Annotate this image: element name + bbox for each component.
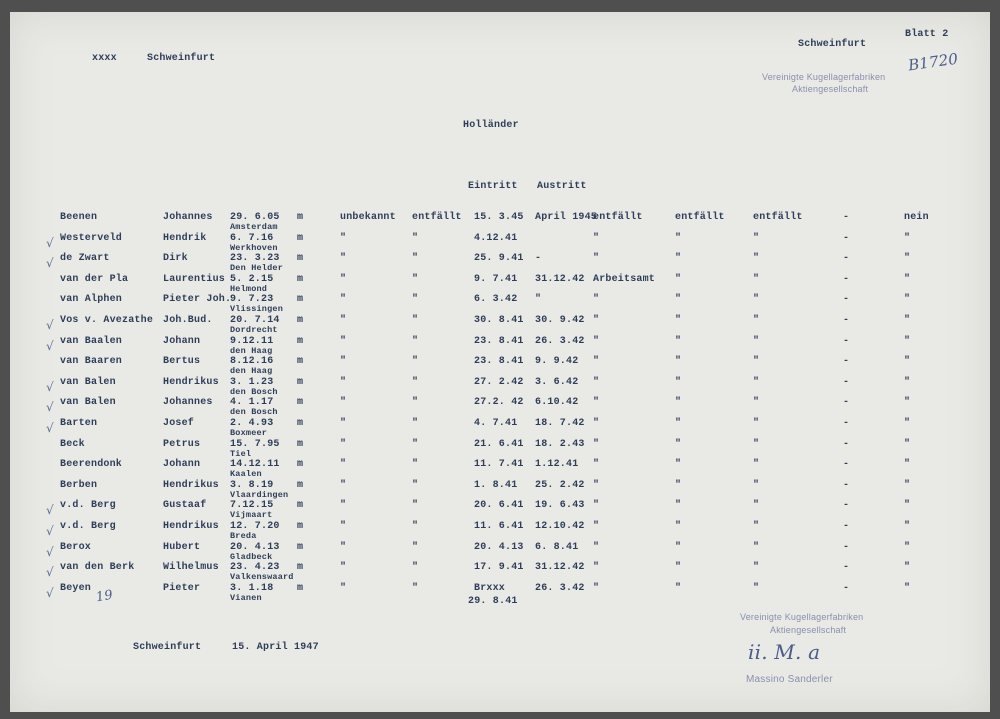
row-15-c6: - <box>843 521 850 532</box>
row-17-check: √ <box>46 565 54 580</box>
row-4-c2: " <box>412 294 419 306</box>
row-0-birth: 29. 6.05 <box>230 212 280 223</box>
row-12-c4: " <box>675 459 682 471</box>
row-4-exit: " <box>535 294 542 306</box>
row-17-c5: " <box>753 562 760 574</box>
row-18-c3: " <box>593 582 600 594</box>
row-7-birthplace: den Haag <box>230 366 273 377</box>
row-12-surname: Beerendonk <box>60 459 123 471</box>
row-5-c6: - <box>843 315 850 326</box>
row-17-c3: " <box>593 562 600 574</box>
row-10-c4: " <box>675 418 682 429</box>
row-9-sex: m <box>297 397 304 409</box>
row-14-entry: 20. 6.41 <box>474 500 524 512</box>
footer-city: Schweinfurt <box>133 642 202 653</box>
row-5-c1: " <box>340 315 347 326</box>
row-5-surname: Vos v. Avezathe <box>60 315 154 326</box>
row-1-c6: - <box>843 232 850 244</box>
row-7-birth: 8.12.16 <box>230 356 274 368</box>
column-header-eintritt: Eintritt <box>468 181 518 192</box>
row-9-birth: 4. 1.17 <box>230 397 274 409</box>
row-16-exit: 6. 8.41 <box>535 541 579 553</box>
row-6-given: Johann <box>163 335 201 347</box>
row-15-c7: " <box>904 521 911 532</box>
row-12-c7: " <box>904 459 911 471</box>
row-16-c5: " <box>753 541 760 553</box>
row-8-c6: - <box>843 376 850 388</box>
row-13-c3: " <box>593 479 600 491</box>
row-12-birth: 14.12.11 <box>230 459 280 471</box>
row-11-surname: Beck <box>60 438 85 450</box>
row-11-birth: 15. 7.95 <box>230 438 280 450</box>
row-1-c2: " <box>412 232 419 244</box>
row-15-surname: v.d. Berg <box>60 521 116 532</box>
row-3-c6: - <box>843 273 850 285</box>
row-3-c5: " <box>753 273 760 285</box>
row-14-exit: 19. 6.43 <box>535 500 585 512</box>
row-10-exit: 18. 7.42 <box>535 418 585 429</box>
row-16-birthplace: Gladbeck <box>230 551 273 562</box>
row-0-c4: entfällt <box>675 212 725 223</box>
row-3-sex: m <box>297 273 304 285</box>
row-8-c7: " <box>904 376 911 388</box>
row-14-birthplace: Vijmaart <box>230 510 273 521</box>
row-12-c3: " <box>593 459 600 471</box>
row-2-c6: - <box>843 253 850 265</box>
row-4-c1: " <box>340 294 347 306</box>
row-1-sex: m <box>297 232 304 244</box>
row-7-c5: " <box>753 356 760 368</box>
row-9-c4: " <box>675 397 682 409</box>
row-14-c2: " <box>412 500 419 512</box>
row-7-sex: m <box>297 356 304 368</box>
row-9-given: Johannes <box>163 397 213 409</box>
row-6-birthplace: den Haag <box>230 345 273 356</box>
row-6-sex: m <box>297 335 304 347</box>
row-0-c1: unbekannt <box>340 212 396 223</box>
row-13-c7: " <box>904 479 911 491</box>
row-7-c3: " <box>593 356 600 368</box>
footer-stamp-line2: Aktiengesellschaft <box>770 625 847 635</box>
row-9-surname: van Balen <box>60 397 116 409</box>
handwritten-signature: ii. M. a <box>748 640 821 664</box>
row-6-exit: 26. 3.42 <box>535 335 585 347</box>
row-7-given: Bertus <box>163 356 201 368</box>
row-2-c1: " <box>340 253 347 265</box>
row-16-c1: " <box>340 541 347 553</box>
row-10-sex: m <box>297 418 304 429</box>
row-8-check: √ <box>46 379 54 394</box>
row-17-birthplace: Valkenswaard <box>230 572 294 583</box>
row-9-exit: 6.10.42 <box>535 397 579 409</box>
row-16-sex: m <box>297 541 304 553</box>
row-7-entry: 23. 8.41 <box>474 356 524 368</box>
row-10-c1: " <box>340 418 347 429</box>
row-1-surname: Westerveld <box>60 232 123 244</box>
row-3-c2: " <box>412 273 419 285</box>
row-4-c5: " <box>753 294 760 306</box>
row-18-birth: 3. 1.18 <box>230 582 274 594</box>
row-1-c1: " <box>340 232 347 244</box>
row-13-c2: " <box>412 479 419 491</box>
row-2-given: Dirk <box>163 253 188 265</box>
header-stamp-line1: Vereinigte Kugellagerfabriken <box>762 72 886 82</box>
row-9-c6: - <box>843 397 850 409</box>
row-4-entry: 6. 3.42 <box>474 294 518 306</box>
row-7-c6: - <box>843 356 850 368</box>
row-7-exit: 9. 9.42 <box>535 356 579 368</box>
row-16-entry: 20. 4.13 <box>474 541 524 553</box>
row-18-c1: " <box>340 582 347 594</box>
row-4-birthplace: Vlissingen <box>230 304 284 315</box>
row-11-c4: " <box>675 438 682 450</box>
row-7-c1: " <box>340 356 347 368</box>
row-8-c1: " <box>340 376 347 388</box>
row-1-c7: " <box>904 232 911 244</box>
row-2-c4: " <box>675 253 682 265</box>
footer-date: 15. April 1947 <box>232 642 319 653</box>
row-6-birth: 9.12.11 <box>230 335 274 347</box>
row-14-surname: v.d. Berg <box>60 500 116 512</box>
row-14-birth: 7.12.15 <box>230 500 274 512</box>
row-16-c7: " <box>904 541 911 553</box>
row-12-exit: 1.12.41 <box>535 459 579 471</box>
row-4-c6: - <box>843 294 850 306</box>
row-18-given: Pieter <box>163 582 201 594</box>
header-right-city: Schweinfurt <box>798 39 867 50</box>
row-11-entry: 21. 6.41 <box>474 438 524 450</box>
row-9-c5: " <box>753 397 760 409</box>
row-17-exit: 31.12.42 <box>535 562 585 574</box>
row-17-sex: m <box>297 562 304 574</box>
row-5-c3: " <box>593 315 600 326</box>
row-15-c2: " <box>412 521 419 532</box>
row-8-surname: van Balen <box>60 376 116 388</box>
row-0-c2: entfällt <box>412 212 462 223</box>
row-5-entry: 30. 8.41 <box>474 315 524 326</box>
row-2-c7: " <box>904 253 911 265</box>
row-4-c4: " <box>675 294 682 306</box>
row-9-c2: " <box>412 397 419 409</box>
row-6-surname: van Baalen <box>60 335 123 347</box>
row-13-entry: 1. 8.41 <box>474 479 518 491</box>
row-17-c1: " <box>340 562 347 574</box>
row-3-entry: 9. 7.41 <box>474 273 518 285</box>
row-10-birth: 2. 4.93 <box>230 418 274 429</box>
row-0-exit: April 1945 <box>535 212 598 223</box>
row-9-c3: " <box>593 397 600 409</box>
row-17-c4: " <box>675 562 682 574</box>
footer-stamp-names: Massino Sanderler <box>746 674 833 685</box>
row-8-birthplace: den Bosch <box>230 386 278 397</box>
row-18-c7: " <box>904 582 911 594</box>
row-6-check: √ <box>46 338 54 353</box>
row-5-exit: 30. 9.42 <box>535 315 585 326</box>
row-13-exit: 25. 2.42 <box>535 479 585 491</box>
row-3-c7: " <box>904 273 911 285</box>
row-9-c7: " <box>904 397 911 409</box>
row-10-c3: " <box>593 418 600 429</box>
row-4-given: Pieter Joh. <box>163 294 232 306</box>
row-10-c5: " <box>753 418 760 429</box>
row-12-c2: " <box>412 459 419 471</box>
row-8-c5: " <box>753 376 760 388</box>
row-4-birth: 9. 7.23 <box>230 294 274 306</box>
row-2-birth: 23. 3.23 <box>230 253 280 265</box>
row-3-birthplace: Helmond <box>230 283 268 294</box>
row-14-c5: " <box>753 500 760 512</box>
row-3-c4: " <box>675 273 682 285</box>
row-6-c4: " <box>675 335 682 347</box>
row-12-given: Johann <box>163 459 201 471</box>
row-16-check: √ <box>46 544 54 559</box>
row-15-c1: " <box>340 521 347 532</box>
beyen-entry-date: 29. 8.41 <box>468 596 518 607</box>
row-2-surname: de Zwart <box>60 253 110 265</box>
row-12-c5: " <box>753 459 760 471</box>
row-0-c3: entfällt <box>593 212 643 223</box>
row-16-given: Hubert <box>163 541 201 553</box>
row-9-entry: 27.2. 42 <box>474 397 524 409</box>
row-12-sex: m <box>297 459 304 471</box>
column-header-austritt: Austritt <box>537 181 587 192</box>
row-8-c2: " <box>412 376 419 388</box>
row-10-c7: " <box>904 418 911 429</box>
row-14-c3: " <box>593 500 600 512</box>
row-3-given: Laurentius <box>163 273 226 285</box>
sheet-number: Blatt 2 <box>905 29 949 40</box>
header-stamp-line2: Aktiengesellschaft <box>792 84 869 94</box>
row-3-c1: " <box>340 273 347 285</box>
row-17-surname: van den Berk <box>60 562 135 574</box>
row-15-entry: 11. 6.41 <box>474 521 524 532</box>
row-5-birthplace: Dordrecht <box>230 325 278 335</box>
row-10-c6: - <box>843 418 850 429</box>
row-15-c3: " <box>593 521 600 532</box>
row-16-c2: " <box>412 541 419 553</box>
row-14-c7: " <box>904 500 911 512</box>
row-0-c6: - <box>843 212 850 223</box>
row-13-c6: - <box>843 479 850 491</box>
row-2-exit: - <box>535 253 542 265</box>
row-6-c5: " <box>753 335 760 347</box>
footer-stamp-line1: Vereinigte Kugellagerfabriken <box>740 612 864 622</box>
row-8-entry: 27. 2.42 <box>474 376 524 388</box>
page-title: Holländer <box>463 120 519 131</box>
row-2-birthplace: Den Helder <box>230 263 284 274</box>
row-5-c4: " <box>675 315 682 326</box>
row-8-birth: 3. 1.23 <box>230 376 274 388</box>
row-0-c7: nein <box>904 212 929 223</box>
row-11-sex: m <box>297 438 304 450</box>
row-0-given: Johannes <box>163 212 213 223</box>
row-1-c3: " <box>593 232 600 244</box>
row-5-c7: " <box>904 315 911 326</box>
row-1-birthplace: Werkhoven <box>230 242 278 253</box>
row-13-given: Hendrikus <box>163 479 219 491</box>
row-0-sex: m <box>297 212 304 223</box>
row-11-c2: " <box>412 438 419 450</box>
row-11-c7: " <box>904 438 911 450</box>
row-0-entry: 15. 3.45 <box>474 212 524 223</box>
row-10-surname: Barten <box>60 418 98 429</box>
row-8-given: Hendrikus <box>163 376 219 388</box>
row-13-birth: 3. 8.19 <box>230 479 274 491</box>
row-12-c1: " <box>340 459 347 471</box>
row-3-birth: 5. 2.15 <box>230 273 274 285</box>
row-0-birthplace: Amsterdam <box>230 222 278 232</box>
row-12-c6: - <box>843 459 850 471</box>
row-8-c3: " <box>593 376 600 388</box>
row-0-c5: entfällt <box>753 212 803 223</box>
row-3-surname: van der Pla <box>60 273 129 285</box>
row-13-c4: " <box>675 479 682 491</box>
row-6-c6: - <box>843 335 850 347</box>
row-18-check: √ <box>46 585 54 600</box>
row-18-sex: m <box>297 582 304 594</box>
row-14-given: Gustaaf <box>163 500 207 512</box>
row-18-entry: Brxxx <box>474 582 506 594</box>
row-14-c6: - <box>843 500 850 512</box>
row-5-given: Joh.Bud. <box>163 315 213 326</box>
row-2-c5: " <box>753 253 760 265</box>
row-15-birthplace: Breda <box>230 531 257 541</box>
row-12-entry: 11. 7.41 <box>474 459 524 471</box>
row-14-c1: " <box>340 500 347 512</box>
handwritten-count: 19 <box>94 587 115 606</box>
row-2-c3: " <box>593 253 600 265</box>
row-6-c2: " <box>412 335 419 347</box>
row-9-c1: " <box>340 397 347 409</box>
row-18-c6: - <box>843 582 850 594</box>
row-8-sex: m <box>297 376 304 388</box>
row-15-exit: 12.10.42 <box>535 521 585 532</box>
row-17-birth: 23. 4.23 <box>230 562 280 574</box>
row-18-c4: " <box>675 582 682 594</box>
row-5-c2: " <box>412 315 419 326</box>
row-3-c3: Arbeitsamt <box>593 273 656 285</box>
row-18-surname: Beyen <box>60 582 92 594</box>
row-18-c2: " <box>412 582 419 594</box>
row-7-c2: " <box>412 356 419 368</box>
row-13-sex: m <box>297 479 304 491</box>
row-17-c6: - <box>843 562 850 574</box>
row-15-c5: " <box>753 521 760 532</box>
row-6-c3: " <box>593 335 600 347</box>
row-11-c6: - <box>843 438 850 450</box>
row-7-c4: " <box>675 356 682 368</box>
row-17-given: Wilhelmus <box>163 562 219 574</box>
row-11-c3: " <box>593 438 600 450</box>
row-5-sex: m <box>297 315 304 326</box>
handwritten-document-number: B1720 <box>906 49 960 75</box>
row-9-check: √ <box>46 400 54 415</box>
row-2-entry: 25. 9.41 <box>474 253 524 265</box>
row-11-exit: 18. 2.43 <box>535 438 585 450</box>
row-15-given: Hendrikus <box>163 521 219 532</box>
row-17-entry: 17. 9.41 <box>474 562 524 574</box>
row-14-check: √ <box>46 503 54 518</box>
row-1-entry: 4.12.41 <box>474 232 518 244</box>
row-15-sex: m <box>297 521 304 532</box>
row-18-birthplace: Vianen <box>230 592 262 603</box>
row-10-birthplace: Boxmeer <box>230 428 268 438</box>
row-15-birth: 12. 7.20 <box>230 521 280 532</box>
row-6-c7: " <box>904 335 911 347</box>
row-6-entry: 23. 8.41 <box>474 335 524 347</box>
row-10-check: √ <box>46 421 54 435</box>
row-16-c4: " <box>675 541 682 553</box>
row-1-birth: 6. 7.16 <box>230 232 274 244</box>
row-4-sex: m <box>297 294 304 306</box>
row-16-birth: 20. 4.13 <box>230 541 280 553</box>
row-10-given: Josef <box>163 418 195 429</box>
row-3-exit: 31.12.42 <box>535 273 585 285</box>
row-11-c1: " <box>340 438 347 450</box>
row-18-c5: " <box>753 582 760 594</box>
row-13-surname: Berben <box>60 479 98 491</box>
row-4-c7: " <box>904 294 911 306</box>
row-13-birthplace: Vlaardingen <box>230 489 289 500</box>
row-5-c5: " <box>753 315 760 326</box>
row-5-birth: 20. 7.14 <box>230 315 280 326</box>
row-16-surname: Berox <box>60 541 92 553</box>
row-2-sex: m <box>297 253 304 265</box>
row-2-check: √ <box>46 256 54 271</box>
row-11-birthplace: Tiel <box>230 448 252 459</box>
row-11-c5: " <box>753 438 760 450</box>
row-1-given: Hendrik <box>163 232 207 244</box>
row-7-c7: " <box>904 356 911 368</box>
row-13-c5: " <box>753 479 760 491</box>
row-16-c3: " <box>593 541 600 553</box>
row-0-surname: Beenen <box>60 212 98 223</box>
row-1-c5: " <box>753 232 760 244</box>
row-6-c1: " <box>340 335 347 347</box>
row-16-c6: - <box>843 541 850 553</box>
row-7-surname: van Baaren <box>60 356 123 368</box>
row-4-c3: " <box>593 294 600 306</box>
row-11-given: Petrus <box>163 438 201 450</box>
header-xs: xxxx <box>92 53 117 64</box>
row-12-birthplace: Kaalen <box>230 469 262 480</box>
row-5-check: √ <box>46 318 54 332</box>
row-18-exit: 26. 3.42 <box>535 582 585 594</box>
row-14-c4: " <box>675 500 682 512</box>
row-14-sex: m <box>297 500 304 512</box>
row-17-c7: " <box>904 562 911 574</box>
row-8-c4: " <box>675 376 682 388</box>
row-17-c2: " <box>412 562 419 574</box>
row-1-c4: " <box>675 232 682 244</box>
header-left-city: Schweinfurt <box>147 53 216 64</box>
row-10-c2: " <box>412 418 419 429</box>
row-8-exit: 3. 6.42 <box>535 376 579 388</box>
row-9-birthplace: den Bosch <box>230 407 278 418</box>
row-10-entry: 4. 7.41 <box>474 418 518 429</box>
row-13-c1: " <box>340 479 347 491</box>
row-15-c4: " <box>675 521 682 532</box>
row-4-surname: van Alphen <box>60 294 123 306</box>
row-1-check: √ <box>46 235 54 250</box>
row-15-check: √ <box>46 524 54 538</box>
row-2-c2: " <box>412 253 419 265</box>
